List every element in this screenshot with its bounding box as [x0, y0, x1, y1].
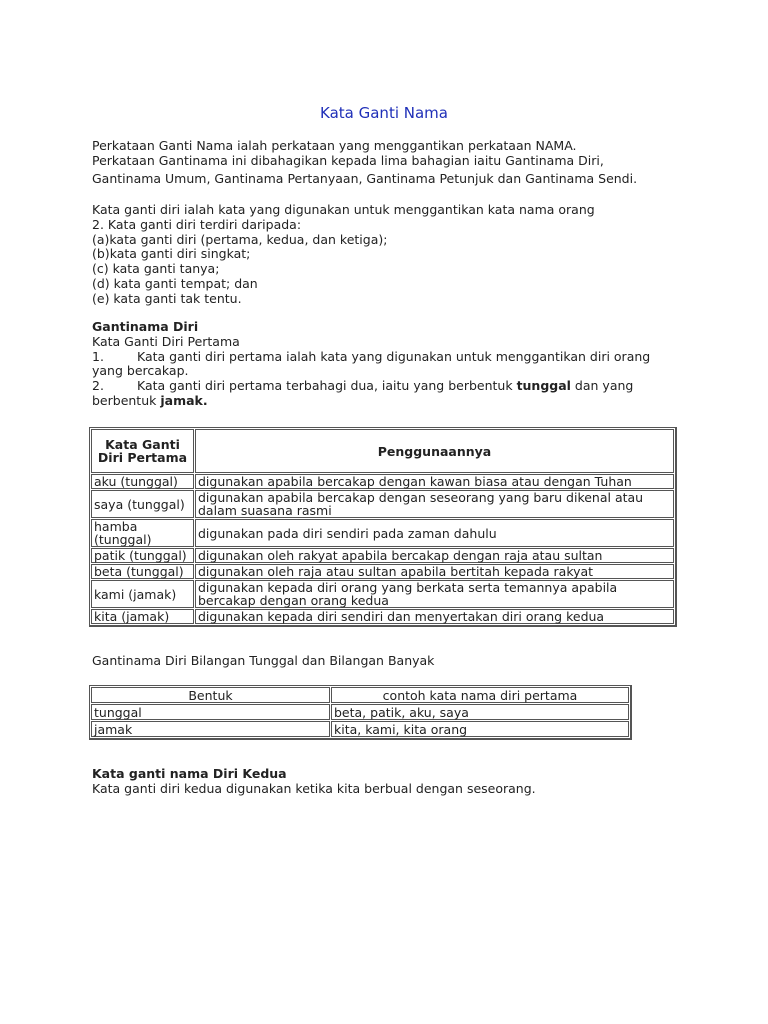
page-title: Kata Ganti Nama	[320, 104, 448, 122]
kata-ganti-diri-pertama-table	[89, 427, 677, 627]
table-cell: kita (jamak)	[91, 609, 194, 624]
intro-paragraph	[92, 139, 692, 186]
table-row	[91, 519, 674, 547]
table-cell: saya (tunggal)	[91, 490, 194, 518]
kata-ganti-diri-paragraph	[92, 203, 692, 307]
section-heading: Kata ganti nama Diri Kedua	[92, 766, 287, 781]
section-text: Kata ganti diri kedua digunakan ketika kita berbual dengan seseorang.	[92, 780, 536, 796]
table-header-cell: contoh kata nama diri pertama	[331, 687, 629, 703]
point-text: berbentuk	[92, 392, 161, 408]
intro-line: Perkataan Gantinama ini dibahagikan kepada lima bahagian iaitu Gantinama Diri,	[92, 152, 604, 168]
table-row	[91, 580, 674, 608]
table-cell: kami (jamak)	[91, 580, 194, 608]
table-header-cell: Penggunaannya	[195, 429, 674, 473]
intro-line: Gantinama Umum, Gantinama Pertanyaan, Gantinama Petunjuk dan Gantinama Sendi.	[92, 170, 638, 186]
table-header-cell: Kata Ganti Diri Pertama	[91, 429, 194, 473]
diri-line: Kata ganti diri ialah kata yang digunakan untuk menggantikan kata nama orang	[92, 202, 595, 217]
table-cell: jamak	[91, 721, 330, 737]
point-text: Kata ganti diri pertama ialah kata yang digunakan untuk menggantikan diri orang	[137, 348, 651, 364]
point-text: Kata ganti diri pertama terbahagi dua, iaitu yang berbentuk	[137, 378, 517, 394]
table-row	[91, 721, 629, 737]
table-cell: beta (tunggal)	[91, 564, 194, 579]
list-item: (a)kata ganti diri (pertama, kedua, dan ketiga);	[92, 231, 388, 247]
table-cell: digunakan oleh raja atau sultan apabila bertitah kepada rakyat	[195, 564, 674, 579]
section-subheading: Kata Ganti Diri Pertama	[92, 333, 240, 349]
table-cell: kita, kami, kita orang	[331, 721, 629, 737]
table-header-row	[91, 429, 674, 473]
table-cell: beta, patik, aku, saya	[331, 704, 629, 720]
table-header-cell: Bentuk	[91, 687, 330, 703]
table-cell: digunakan pada diri sendiri pada zaman dahulu	[195, 519, 674, 547]
diri-line: 2. Kata ganti diri terdiri daripada:	[92, 216, 302, 232]
list-item: (c) kata ganti tanya;	[92, 261, 220, 277]
point-number: 1.	[92, 348, 104, 364]
bold-term: tunggal	[516, 378, 571, 394]
table-row	[91, 564, 674, 579]
table-cell: digunakan apabila bercakap dengan kawan biasa atau dengan Tuhan	[195, 474, 674, 489]
table-row	[91, 609, 674, 624]
point-2-cont	[92, 394, 692, 409]
list-item: (d) kata ganti tempat; dan	[92, 275, 258, 291]
table-cell: tunggal	[91, 704, 330, 720]
gantinama-diri-section	[92, 320, 692, 409]
point-1	[92, 350, 692, 365]
table-header-row	[91, 687, 629, 703]
table-cell: digunakan kepada diri orang yang berkata serta temannya apabila bercakap dengan orang kedua	[195, 580, 674, 608]
table-row	[91, 490, 674, 518]
table-row	[91, 548, 674, 563]
table-row	[91, 474, 674, 489]
table-cell: hamba (tunggal)	[91, 519, 194, 547]
table-cell: patik (tunggal)	[91, 548, 194, 563]
table-cell: digunakan kepada diri sendiri dan menyertakan diri orang kedua	[195, 609, 674, 624]
section-heading: Gantinama Diri	[92, 319, 199, 334]
table-cell: digunakan apabila bercakap dengan seseorang yang baru dikenal atau dalam suasana rasmi	[195, 490, 674, 518]
point-number: 2.	[92, 378, 104, 394]
list-item: (b)kata ganti diri singkat;	[92, 246, 251, 262]
point-text: dan yang	[570, 378, 634, 394]
point-text-cont: yang bercakap.	[92, 363, 189, 379]
table-row	[91, 704, 629, 720]
list-item: (e) kata ganti tak tentu.	[92, 290, 242, 306]
point-2	[92, 379, 692, 394]
bold-term: jamak.	[160, 392, 208, 408]
table-cell: aku (tunggal)	[91, 474, 194, 489]
intro-line: Perkataan Ganti Nama ialah perkataan yang menggantikan perkataan NAMA.	[92, 138, 577, 153]
bilangan-table	[89, 685, 632, 740]
table2-caption: Gantinama Diri Bilangan Tunggal dan Bilangan Banyak	[92, 653, 435, 668]
table-cell: digunakan oleh rakyat apabila bercakap dengan raja atau sultan	[195, 548, 674, 563]
diri-kedua-section	[92, 767, 692, 797]
